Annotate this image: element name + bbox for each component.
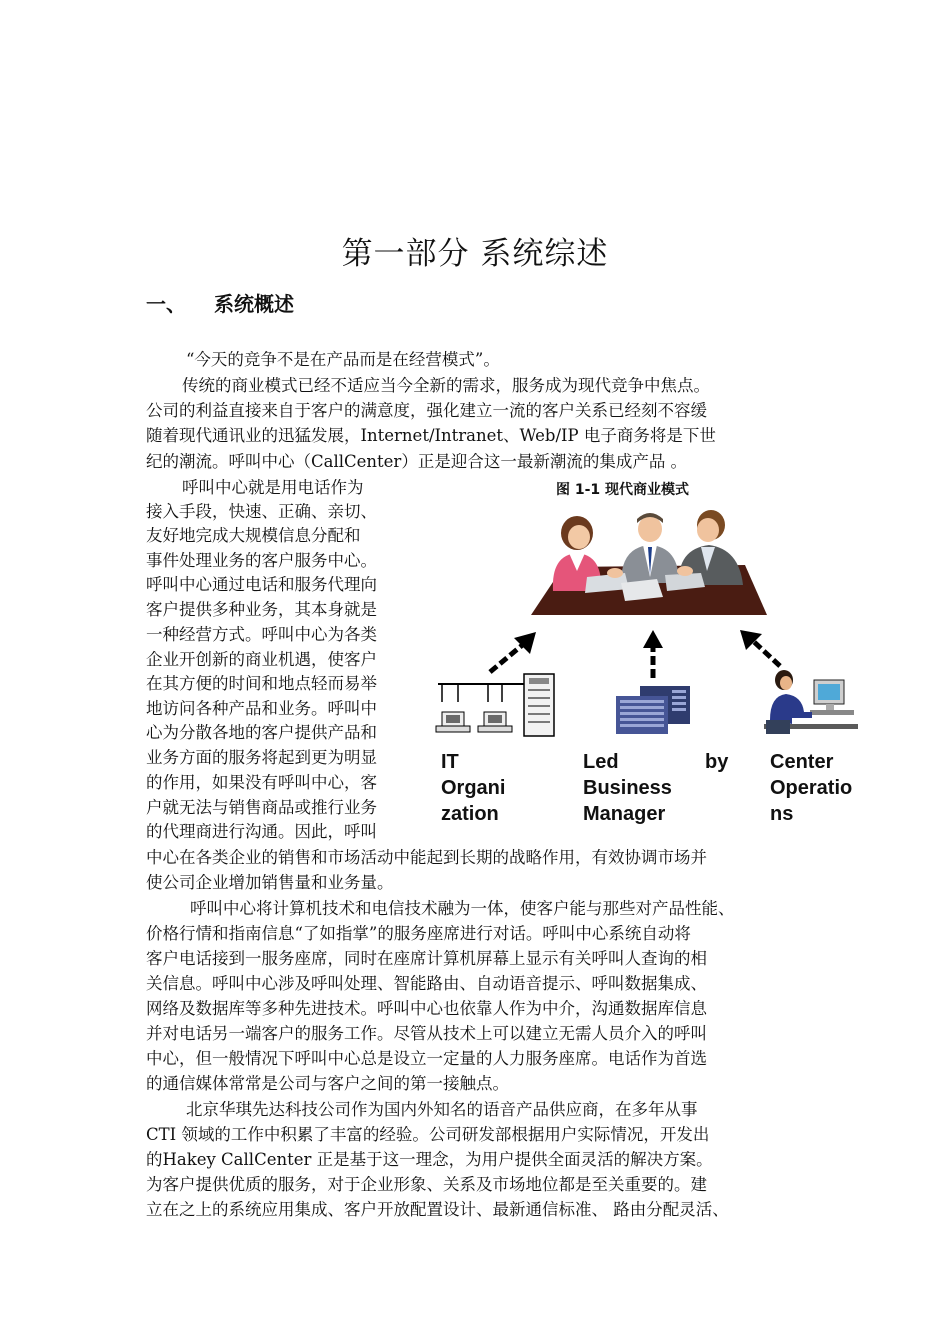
body-line: 北京华琪先达科技公司作为国内外知名的语音产品供应商，在多年从事 [186, 1100, 698, 1119]
operator-workstation-illustration [762, 668, 860, 738]
wrapped-line: 接入手段，快速、正确、亲切、 [146, 502, 377, 521]
wrapped-line: 业务方面的服务将起到更为明显 [146, 748, 377, 767]
wrapped-line: 呼叫中心就是用电话作为 [182, 478, 364, 497]
wrapped-line: 在其方便的时间和地点轻而易举 [146, 674, 377, 693]
wrapped-line: 地访问各种产品和业务。呼叫中 [146, 699, 377, 718]
body-line: 为客户提供优质的服务，对于企业形象、关系及市场地位都是至关重要的。建 [146, 1175, 707, 1194]
arrow-up-icon [641, 630, 665, 680]
body-line: 网络及数据库等多种先进技术。呼叫中心也依靠人作为中介，沟通数据库信息 [146, 999, 707, 1018]
wrapped-line: 一种经营方式。呼叫中心为各类 [146, 625, 377, 644]
arrow-up-left-icon [738, 628, 784, 670]
body-line: 的Hakey CallCenter 正是基于这一理念，为用户提供全面灵活的解决方案。 [146, 1150, 713, 1169]
wrapped-line: 的作用，如果没有呼叫中心，客 [146, 773, 377, 792]
body-line: 呼叫中心将计算机技术和电信技术融为一体，使客户能与那些对产品性能、 [190, 899, 735, 918]
intro-line: “今天的竞争不是在产品而是在经营模式”。 [186, 350, 500, 369]
figure-label-center-operations: Center Operatio ns [770, 751, 853, 825]
body-line: 并对电话另一端客户的服务工作。尽管从技术上可以建立无需人员介入的呼叫 [146, 1024, 707, 1043]
server-rack-illustration [612, 684, 694, 736]
section-heading-text: 系统概述 [214, 292, 294, 316]
figure-label-by: by [705, 751, 729, 773]
body-line: 价格行情和指南信息“了如指掌”的服务座席进行对话。呼叫中心系统自动将 [146, 924, 691, 943]
body-line: 中心在各类企业的销售和市场活动中能起到长期的战略作用，有效协调市场并 [146, 848, 707, 867]
wrapped-line: 呼叫中心通过电话和服务代理向 [146, 575, 377, 594]
intro-line: 纪的潮流。呼叫中心（CallCenter）正是迎合这一最新潮流的集成产品 。 [146, 452, 688, 471]
figure-label-it-organization: IT Organi zation [441, 751, 506, 825]
wrapped-line: 的代理商进行沟通。因此，呼叫 [146, 822, 377, 841]
section-number: 一、 [146, 292, 186, 316]
body-line: CTI 领域的工作中积累了丰富的经验。公司研发部根据用户实际情况，开发出 [146, 1125, 710, 1144]
wrapped-line: 户就无法与销售商品或推行业务 [146, 798, 377, 817]
body-line: 客户电话接到一服务座席，同时在座席计算机屏幕上显示有关呼叫人查询的相 [146, 949, 707, 968]
intro-line: 公司的利益直接来自于客户的满意度，强化建立一流的客户关系已经刻不容缓 [146, 401, 707, 420]
page-title: 第一部分 系统综述 [341, 236, 609, 272]
intro-line: 随着现代通讯业的迅猛发展，Internet/Intranet、Web/IP 电子商务将是下世 [146, 426, 716, 445]
figure-label-led: Led [583, 751, 619, 773]
wrapped-line: 友好地完成大规模信息分配和 [146, 526, 361, 545]
network-illustration [432, 668, 562, 740]
body-line: 中心，但一般情况下呼叫中心总是设立一定量的人力服务座席。电话作为首选 [146, 1049, 707, 1068]
figure-caption: 图 1-1 现代商业模式 [556, 482, 690, 498]
body-line: 的通信媒体常常是公司与客户之间的第一接触点。 [146, 1074, 509, 1093]
wrapped-line: 事件处理业务的客户服务中心。 [146, 551, 377, 570]
wrapped-line: 客户提供多种业务，其本身就是 [146, 600, 377, 619]
body-line: 使公司企业增加销售量和业务量。 [146, 873, 394, 892]
wrapped-line: 心为分散各地的客户提供产品和 [146, 723, 377, 742]
body-line: 立在之上的系统应用集成、客户开放配置设计、最新通信标准、 路由分配灵活、 [146, 1200, 729, 1219]
business-meeting-illustration [525, 505, 775, 617]
intro-line: 传统的商业模式已经不适应当今全新的需求，服务成为现代竞争中焦点。 [182, 376, 710, 395]
section-heading [146, 288, 294, 317]
figure-label-business-manager: Business Manager [583, 777, 672, 825]
wrapped-line: 企业开创新的商业机遇，使客户 [146, 650, 377, 669]
body-line: 关信息。呼叫中心涉及呼叫处理、智能路由、自动语音提示、呼叫数据集成、 [146, 974, 707, 993]
